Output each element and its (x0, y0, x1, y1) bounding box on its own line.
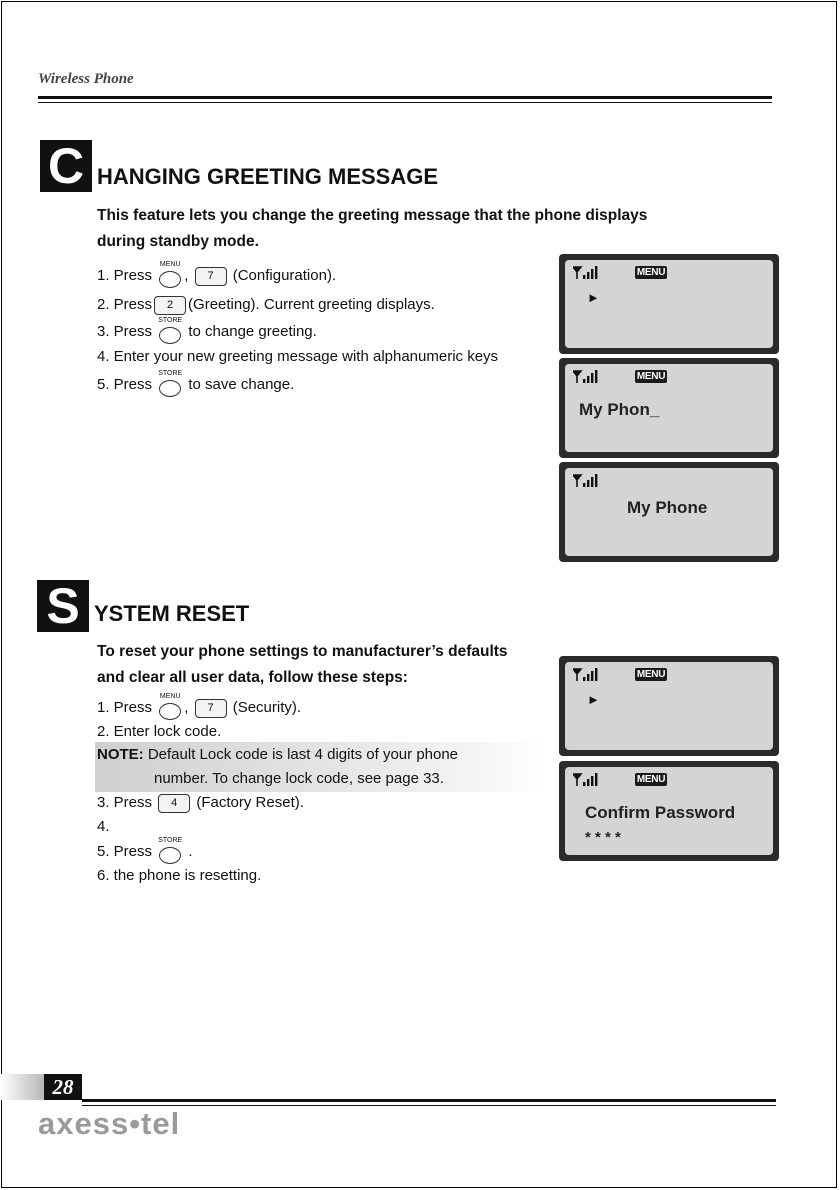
step-text: to change greeting. (188, 323, 317, 341)
header-rule-thin (38, 102, 772, 103)
lcd-display (565, 468, 773, 556)
footer-rule-thin (82, 1105, 776, 1106)
step-text: (Configuration). (232, 267, 337, 285)
phone-screen (559, 761, 779, 861)
step-text: 3. Press (97, 794, 153, 812)
number-key-icon: 4 (158, 794, 190, 813)
note-line: number. To change lock code, see page 33. (154, 770, 444, 787)
number-key-icon: 7 (195, 699, 227, 718)
step-text: (Security). (232, 699, 302, 717)
step-text: 1. Press (97, 267, 153, 285)
step-item (97, 836, 193, 862)
lcd-display (565, 260, 773, 348)
store-key-icon (158, 836, 183, 864)
menu-indicator: MENU (636, 669, 666, 680)
lcd-display (565, 364, 773, 452)
page-number: 28 (44, 1074, 82, 1100)
step-separator: , (184, 267, 189, 285)
intro-line: This feature lets you change the greeting message that the phone displays (97, 207, 648, 224)
note-label: NOTE: (97, 746, 144, 763)
step-item: 2. Enter lock code. (97, 723, 222, 740)
step-item: 4. Enter your new greeting message with alphanumeric keys (97, 348, 499, 365)
section-title: HANGING GREETING MESSAGE (97, 164, 439, 189)
header-title: Wireless Phone (38, 71, 134, 87)
section-title: YSTEM RESET (94, 601, 250, 626)
greeting-text: My Phone (627, 498, 708, 517)
step-item: 4. (97, 818, 110, 835)
brand-logo: axess•tel (38, 1106, 181, 1141)
note-text: Default Lock code is last 4 digits of your phone (147, 746, 459, 763)
signal-strength-icon (573, 266, 603, 280)
menu-indicator: MENU (636, 371, 666, 382)
step-text: (Greeting). Current greeting displays. (188, 296, 435, 314)
key-label: STORE (158, 836, 183, 844)
intro-line: To reset your phone settings to manufacturer’s defaults (97, 643, 508, 660)
step-separator: , (184, 699, 189, 717)
step-item (97, 295, 435, 315)
lcd-display (565, 662, 773, 750)
footer-rule (82, 1099, 776, 1102)
key-label: STORE (158, 369, 183, 377)
password-mask: * * * * (585, 829, 621, 846)
key-label: STORE (158, 316, 183, 324)
step-text: 5. Press (97, 376, 153, 394)
phone-screen (559, 656, 779, 756)
intro-line: during standby mode. (97, 233, 259, 250)
step-item (97, 260, 337, 286)
menu-indicator: MENU (636, 774, 666, 785)
step-text: 1. Press (97, 699, 153, 717)
section-initial-letter: C (40, 140, 92, 192)
store-key-icon (158, 316, 183, 344)
step-text: 2. Press (97, 296, 153, 314)
step-text: to save change. (188, 376, 295, 394)
step-item (97, 692, 302, 718)
signal-strength-icon (573, 474, 603, 488)
intro-line: and clear all user data, follow these steps: (97, 669, 408, 686)
signal-strength-icon (573, 668, 603, 682)
key-label: MENU (159, 260, 181, 268)
selection-arrow-icon: ► (587, 290, 600, 305)
section-intro (97, 203, 647, 255)
menu-key-icon (159, 692, 181, 720)
signal-strength-icon (573, 370, 603, 384)
signal-strength-icon (573, 773, 603, 787)
lcd-display (565, 767, 773, 855)
header-rule (38, 96, 772, 99)
note-line (97, 746, 458, 763)
number-key-icon: 2 (154, 296, 186, 315)
step-item (97, 793, 304, 813)
key-label: MENU (159, 692, 181, 700)
step-item (97, 316, 317, 342)
number-key-icon: 7 (195, 267, 227, 286)
confirm-password-text: Confirm Password (585, 803, 736, 822)
greeting-edit-text: My Phon_ (579, 400, 660, 419)
phone-screen (559, 254, 779, 354)
store-key-icon (158, 369, 183, 397)
step-text: 5. Press (97, 843, 153, 861)
section-intro (97, 639, 508, 691)
step-item (97, 369, 295, 395)
step-text: (Factory Reset). (196, 794, 304, 812)
menu-key-icon (159, 260, 181, 288)
phone-screen (559, 358, 779, 458)
section-initial-letter: S (37, 580, 89, 632)
step-text: . (188, 843, 193, 861)
phone-screen (559, 462, 779, 562)
step-item: 6. the phone is resetting. (97, 867, 262, 884)
step-text: 3. Press (97, 323, 153, 341)
selection-arrow-icon: ► (587, 692, 600, 707)
menu-indicator: MENU (636, 267, 666, 278)
